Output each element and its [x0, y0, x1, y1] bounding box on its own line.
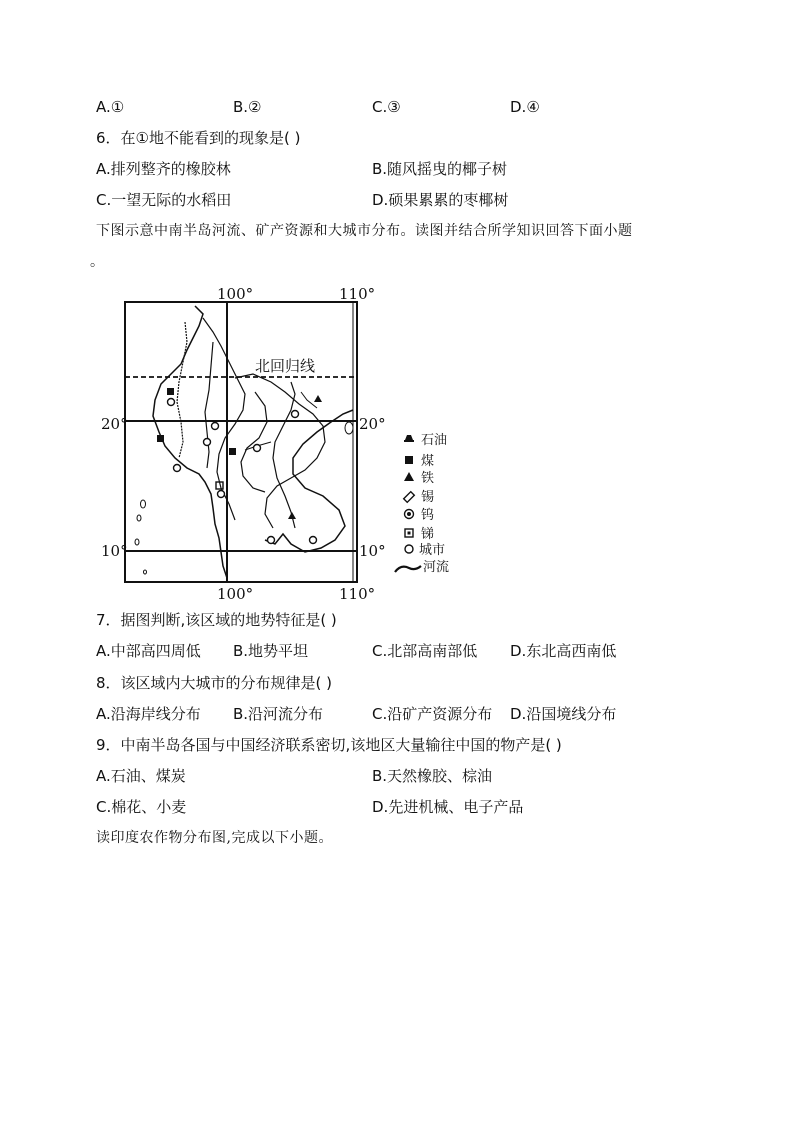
crop-map-intro-text: 读印度农作物分布图,完成以下小题。 — [96, 830, 333, 846]
q8-stem: 8．该区域内大城市的分布规律是( ) — [96, 674, 333, 692]
legend-tungsten-label: 钨 — [421, 508, 435, 523]
legend-antimony-label: 锑 — [421, 527, 435, 542]
q6-stem: 6．在①地不能看到的现象是( ) — [96, 129, 301, 147]
legend-oil-symbol — [405, 435, 413, 440]
q9-option-b: B.天然橡胶、棕油 — [372, 767, 493, 785]
border-line-2 — [235, 374, 325, 528]
legend-river-symbol — [395, 566, 421, 572]
q8-option-b: B.沿河流分布 — [233, 705, 324, 723]
q6-option-d: D.硕果累累的枣椰树 — [372, 191, 509, 209]
iron-symbol-1 — [314, 395, 322, 402]
river-1 — [177, 322, 187, 458]
legend-coal-symbol — [405, 456, 413, 464]
map-legend — [395, 432, 449, 575]
coastline — [153, 306, 227, 578]
lat-label-right-20: 20° — [359, 415, 386, 433]
q8-option-d: D.沿国境线分布 — [510, 705, 617, 723]
q7-option-c: C.北部高南部低 — [372, 642, 478, 660]
coal-symbol-3 — [229, 448, 236, 455]
coal-symbol-1 — [167, 388, 174, 395]
q8-option-a: A.沿海岸线分布 — [96, 705, 201, 723]
legend-iron-symbol — [404, 472, 414, 481]
q5-option-c: C.③ — [372, 98, 401, 116]
q9-option-c: C.棉花、小麦 — [96, 798, 187, 816]
lat-label-left-20: 20° — [101, 415, 128, 433]
river-2 — [205, 342, 213, 468]
tropic-label: 北回归线 — [255, 357, 316, 375]
lon-label-bottom-110: 110° — [339, 585, 376, 602]
iron-symbol-2 — [288, 512, 296, 519]
q9-option-d: D.先进机械、电子产品 — [372, 798, 524, 816]
lat-label-right-10: 10° — [359, 542, 386, 560]
legend-iron-label: 铁 — [421, 471, 435, 486]
map-intro-text: 下图示意中南半岛河流、矿产资源和大城市分布。读图并结合所学知识回答下面小题 — [96, 223, 633, 239]
border-line-3 — [241, 392, 267, 492]
legend-oil-label: 石油 — [421, 433, 448, 448]
q7-option-a: A.中部高四周低 — [96, 642, 201, 660]
q7-option-d: D.东北高西南低 — [510, 642, 617, 660]
lon-label-bottom-100: 100° — [217, 585, 254, 602]
q7-option-b: B.地势平坦 — [233, 642, 309, 660]
q7-stem: 7．据图判断,该区域的地势特征是( ) — [96, 611, 337, 629]
q6-option-a: A.排列整齐的橡胶林 — [96, 160, 231, 178]
q9-option-a: A.石油、煤炭 — [96, 767, 186, 785]
river-3 — [273, 382, 295, 528]
coal-symbol-2 — [157, 435, 164, 442]
q6-option-b: B.随风摇曳的椰子树 — [372, 160, 508, 178]
legend-coal-label: 煤 — [421, 454, 435, 469]
q5-option-b: B.② — [233, 98, 262, 116]
q6-option-c: C.一望无际的水稻田 — [96, 191, 232, 209]
legend-city-label: 城市 — [419, 543, 446, 558]
lon-label-top-110: 110° — [339, 285, 376, 303]
legend-tin-label: 锡 — [421, 490, 435, 505]
indochina-map — [95, 282, 475, 602]
legend-tin-symbol — [404, 492, 415, 503]
q5-option-a: A.① — [96, 98, 125, 116]
lat-label-left-10: 10° — [101, 542, 128, 560]
q5-option-d: D.④ — [510, 98, 540, 116]
legend-city-symbol — [405, 545, 413, 553]
map-intro-tail: 。 — [90, 254, 105, 270]
river-5 — [301, 392, 317, 408]
legend-river-label: 河流 — [423, 560, 450, 575]
lon-label-top-100: 100° — [217, 285, 254, 303]
legend-oil-base — [404, 440, 414, 442]
q8-option-c: C.沿矿产资源分布 — [372, 705, 493, 723]
q9-stem: 9．中南半岛各国与中国经济联系密切,该地区大量输往中国的物产是( ) — [96, 736, 562, 754]
